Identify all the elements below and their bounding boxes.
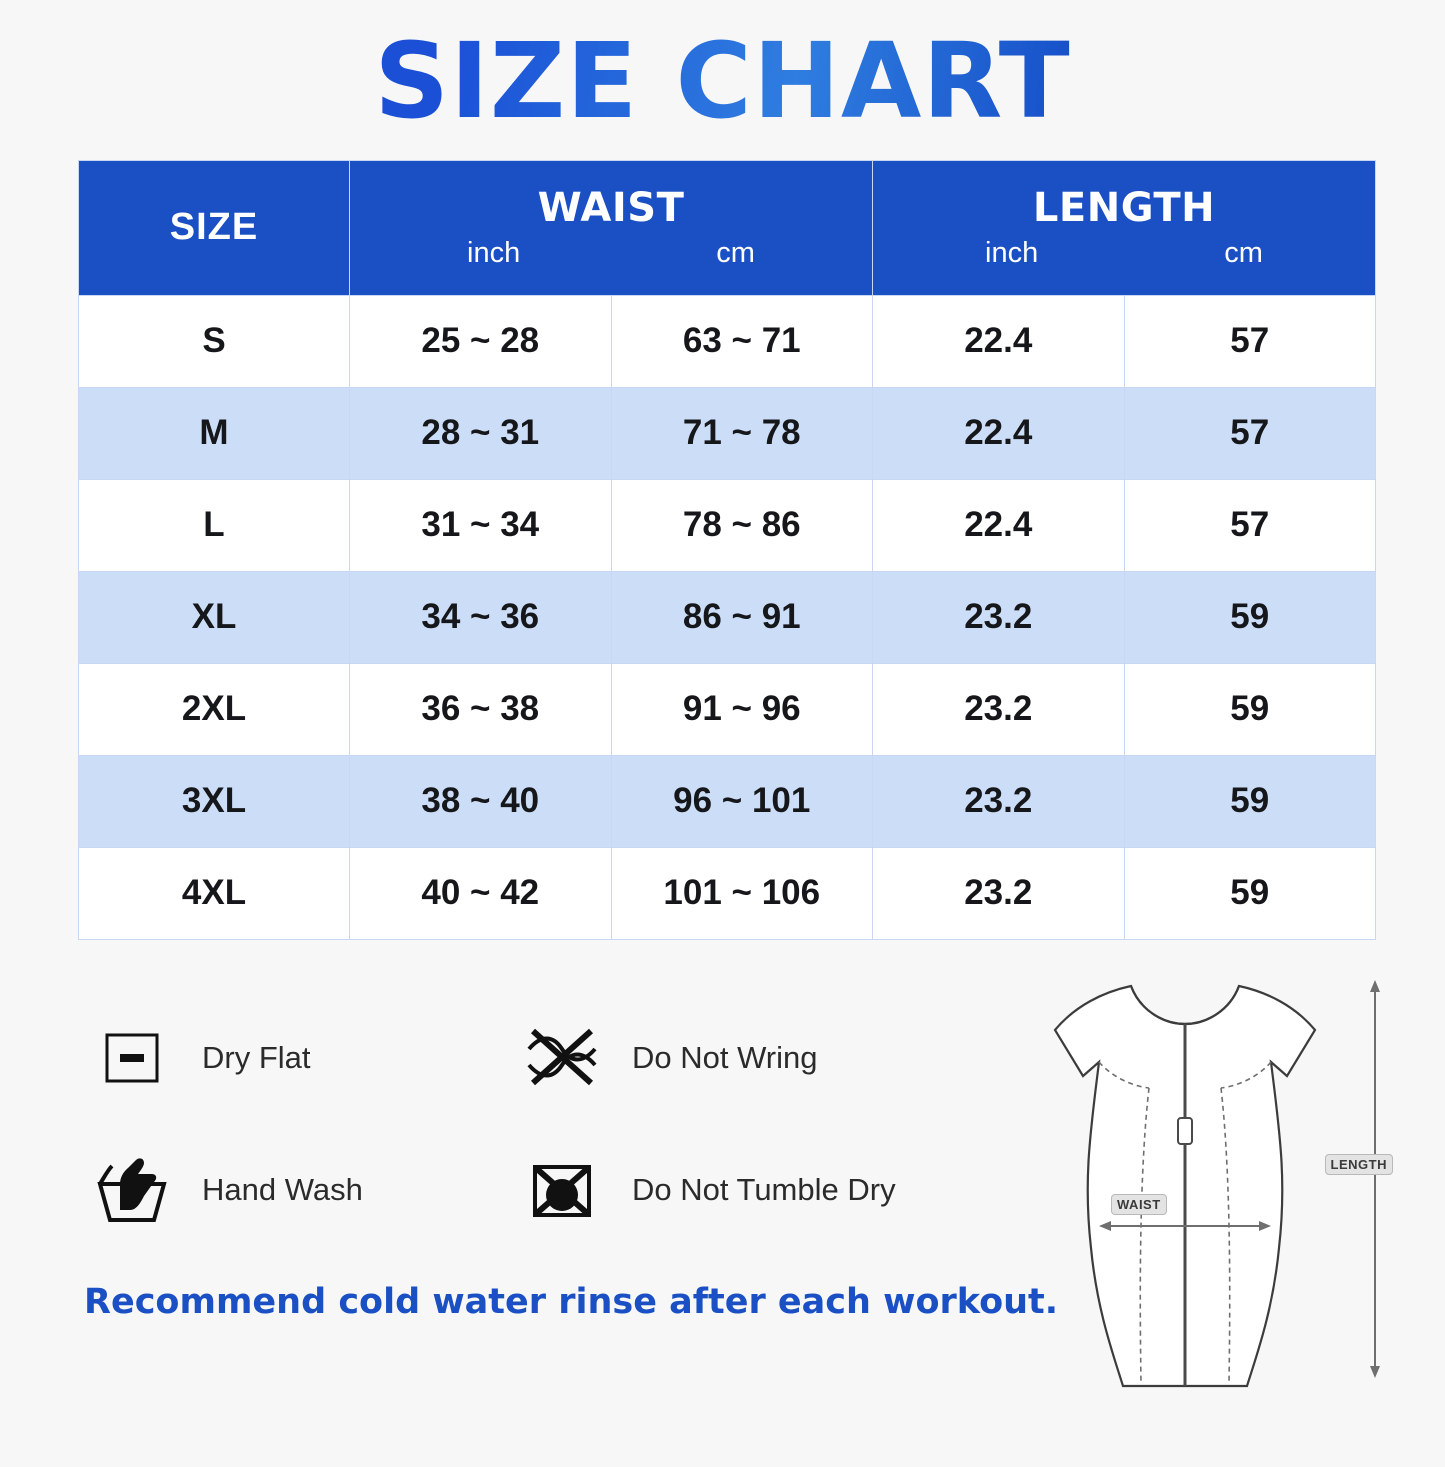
do-not-tumble-dry-icon — [514, 1142, 610, 1238]
cell-size: S — [79, 295, 350, 387]
cell-length-cm: 59 — [1124, 571, 1376, 663]
cell-waist-cm: 63 ~ 71 — [611, 295, 873, 387]
cell-waist-cm: 91 ~ 96 — [611, 663, 873, 755]
waist-dimension-label: WAIST — [1111, 1194, 1167, 1215]
header-waist: WAIST inch cm — [350, 160, 873, 295]
size-chart-table — [78, 160, 1376, 940]
care-label: Hand Wash — [202, 1171, 363, 1207]
cell-length-inch: 22.4 — [873, 387, 1125, 479]
cell-waist-cm: 96 ~ 101 — [611, 755, 873, 847]
cell-length-inch: 22.4 — [873, 479, 1125, 571]
cell-waist-inch: 34 ~ 36 — [350, 571, 612, 663]
cell-size: XL — [79, 571, 350, 663]
table-header-row — [79, 160, 1376, 295]
length-dimension-label: LENGTH — [1325, 1154, 1393, 1175]
table-row — [79, 663, 1376, 755]
cell-size: 2XL — [79, 663, 350, 755]
cell-waist-cm: 101 ~ 106 — [611, 847, 873, 939]
cell-waist-cm: 78 ~ 86 — [611, 479, 873, 571]
cell-length-inch: 22.4 — [873, 295, 1125, 387]
header-waist-inch: inch — [467, 237, 521, 270]
header-length-cm: cm — [1224, 237, 1263, 270]
care-item-do-not-wring — [514, 1010, 944, 1106]
cell-length-cm: 59 — [1124, 755, 1376, 847]
header-size: SIZE — [79, 160, 350, 295]
table-body — [79, 295, 1376, 939]
table-row — [79, 479, 1376, 571]
cell-length-inch: 23.2 — [873, 755, 1125, 847]
table-row — [79, 847, 1376, 939]
header-length: LENGTH inch cm — [873, 160, 1376, 295]
care-label: Do Not Wring — [632, 1039, 818, 1075]
header-length-units — [874, 237, 1374, 270]
dry-flat-icon — [84, 1010, 180, 1106]
cell-waist-inch: 31 ~ 34 — [350, 479, 612, 571]
cell-waist-inch: 25 ~ 28 — [350, 295, 612, 387]
garment-drawing — [935, 958, 1405, 1398]
cell-length-cm: 57 — [1124, 479, 1376, 571]
cell-size: 3XL — [79, 755, 350, 847]
cell-length-inch: 23.2 — [873, 847, 1125, 939]
care-label: Dry Flat — [202, 1039, 311, 1075]
cell-waist-inch: 28 ~ 31 — [350, 387, 612, 479]
cell-length-inch: 23.2 — [873, 571, 1125, 663]
care-label: Do Not Tumble Dry — [632, 1171, 896, 1207]
cell-size: L — [79, 479, 350, 571]
table-row — [79, 295, 1376, 387]
care-row — [84, 992, 944, 1124]
cell-length-cm: 57 — [1124, 387, 1376, 479]
table-row — [79, 571, 1376, 663]
cell-length-cm: 57 — [1124, 295, 1376, 387]
cell-waist-inch: 38 ~ 40 — [350, 755, 612, 847]
cell-length-cm: 59 — [1124, 663, 1376, 755]
cell-waist-inch: 40 ~ 42 — [350, 847, 612, 939]
care-item-do-not-tumble-dry — [514, 1142, 944, 1238]
care-row — [84, 1124, 944, 1256]
cell-length-inch: 23.2 — [873, 663, 1125, 755]
care-instructions-grid — [84, 992, 944, 1256]
header-waist-cm: cm — [716, 237, 755, 270]
header-length-inch: inch — [985, 237, 1039, 270]
cell-waist-cm: 86 ~ 91 — [611, 571, 873, 663]
cell-size: M — [79, 387, 350, 479]
cell-length-cm: 59 — [1124, 847, 1376, 939]
care-item-hand-wash — [84, 1142, 514, 1238]
cell-waist-inch: 36 ~ 38 — [350, 663, 612, 755]
size-chart-table-wrapper — [78, 160, 1367, 940]
table-row — [79, 755, 1376, 847]
care-item-dry-flat — [84, 1010, 514, 1106]
header-waist-units — [351, 237, 871, 270]
cell-size: 4XL — [79, 847, 350, 939]
do-not-wring-icon — [514, 1010, 610, 1106]
care-and-illustration-section — [0, 982, 1445, 1392]
table-row — [79, 387, 1376, 479]
hand-wash-icon — [84, 1142, 180, 1238]
cell-waist-cm: 71 ~ 78 — [611, 387, 873, 479]
table-head — [79, 160, 1376, 295]
garment-illustration — [935, 958, 1405, 1398]
recommendation-text: Recommend cold water rinse after each workout. — [84, 1281, 1059, 1322]
page-title: SIZE CHART — [0, 22, 1445, 142]
